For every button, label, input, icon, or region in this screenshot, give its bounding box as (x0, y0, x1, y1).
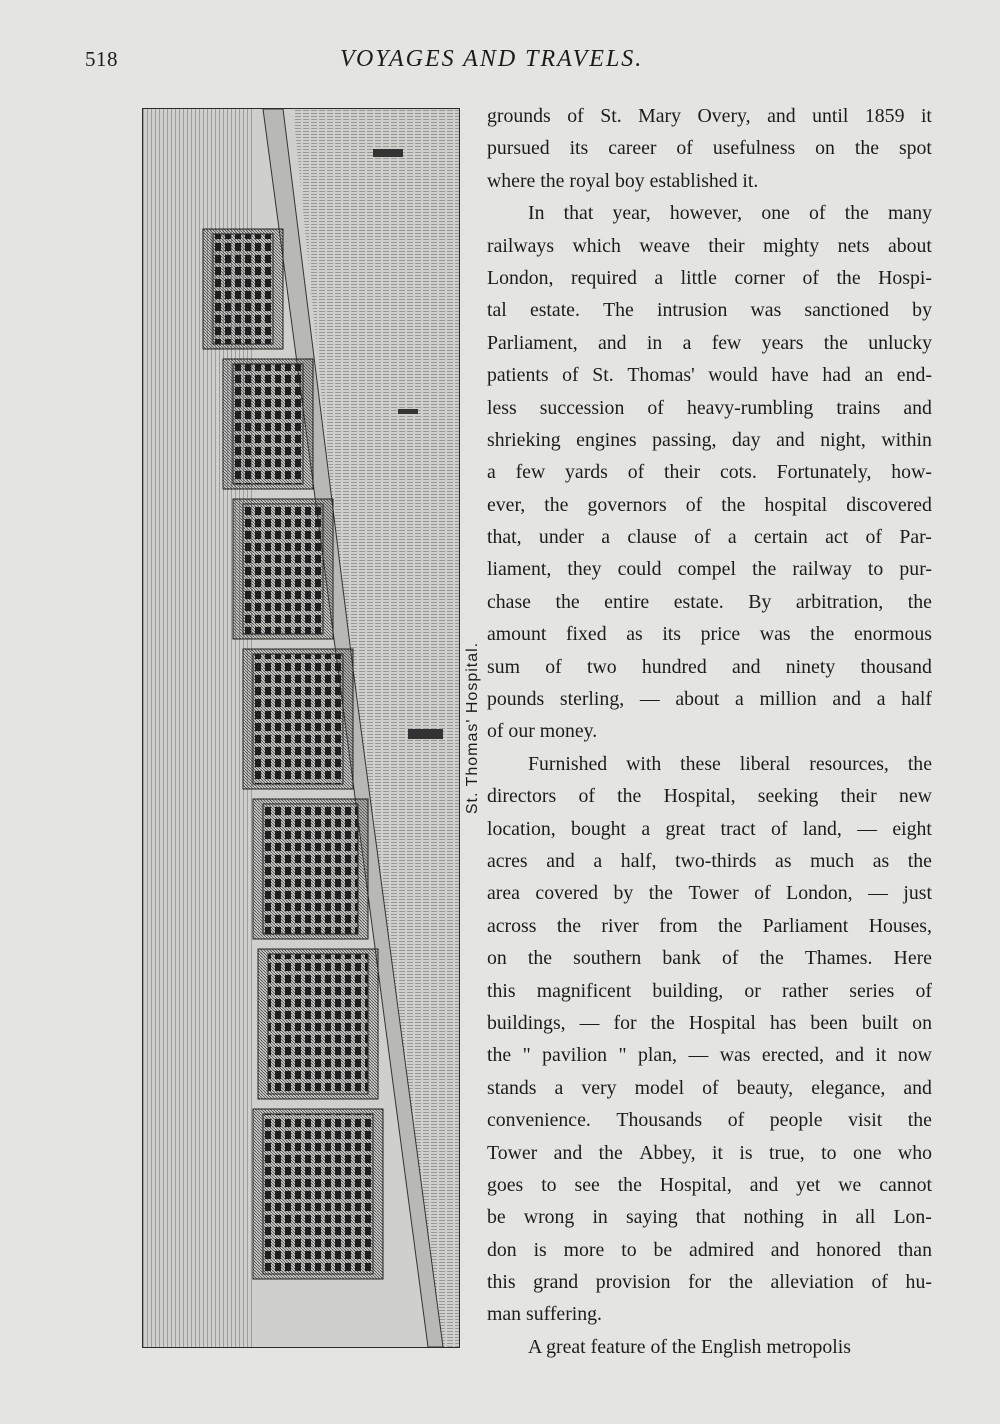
text-line: where the royal boy established it. (487, 169, 759, 192)
text-line: A great feature of the English metropolis (528, 1335, 851, 1358)
text-line: convenience. Thousands of people visit the (487, 1109, 932, 1132)
text-line: liament, they could compel the railway to pur- (487, 558, 932, 581)
text-line: this grand provision for the alleviation of hu- (487, 1271, 932, 1294)
text-line: location, bought a great tract of land, — eight (487, 817, 932, 840)
text-line: the " pavilion " plan, — was erected, and it now (487, 1044, 932, 1067)
caption-text: St. Thomas' Hospital. (464, 641, 481, 815)
text-line: this magnificent building, or rather series of (487, 979, 932, 1002)
text-line: patients of St. Thomas' would have had an end- (487, 364, 932, 387)
text-line: on the southern bank of the Thames. Here (487, 947, 932, 970)
text-line: of our money. (487, 720, 598, 743)
text-line: acres and a half, two-thirds as much as the (487, 849, 932, 872)
text-line: area covered by the Tower of London, — just (487, 882, 932, 905)
body-text (487, 100, 932, 1363)
text-line: chase the entire estate. By arbitration, the (487, 590, 932, 613)
text-line: amount fixed as its price was the enormous (487, 623, 932, 646)
text-line: In that year, however, one of the many (528, 202, 932, 225)
text-line: man suffering. (487, 1303, 602, 1326)
text-line: London, required a little corner of the Hospi- (487, 266, 932, 289)
illustration-caption (458, 628, 488, 828)
text-line: Furnished with these liberal resources, the (528, 752, 932, 775)
text-line: ever, the governors of the hospital discovered (487, 493, 932, 516)
text-line: buildings, — for the Hospital has been built on (487, 1011, 932, 1034)
text-line: shrieking engines passing, day and night, within (487, 428, 932, 451)
text-line: Tower and the Abbey, it is true, to one who (487, 1141, 932, 1164)
text-line: tal estate. The intrusion was sanctioned by (487, 299, 932, 322)
text-line: be wrong in saying that nothing in all Lon- (487, 1206, 932, 1229)
text-line: a few yards of their cots. Fortunately, how- (487, 461, 932, 484)
text-line: less succession of heavy-rumbling trains and (487, 396, 932, 419)
text-line: that, under a clause of a certain act of Par- (487, 526, 932, 549)
text-line: grounds of St. Mary Overy, and until 1859 it (487, 105, 932, 127)
text-line: sum of two hundred and ninety thousand (487, 655, 932, 678)
text-line: Parliament, and in a few years the unlucky (487, 331, 932, 354)
running-title: VOYAGES AND TRAVELS. (340, 46, 644, 72)
text-line: pounds sterling, — about a million and a half (487, 688, 932, 711)
hospital-engraving (142, 108, 460, 1348)
text-line: across the river from the Parliament Houses, (487, 914, 932, 937)
text-line: goes to see the Hospital, and yet we cannot (487, 1173, 932, 1196)
text-line: stands a very model of beauty, elegance, and (487, 1076, 932, 1099)
text-line: railways which weave their mighty nets about (487, 234, 932, 257)
page-number: 518 (85, 47, 118, 71)
text-line: pursued its career of usefulness on the spot (487, 137, 932, 160)
text-line: directors of the Hospital, seeking their new (487, 785, 932, 808)
text-line: don is more to be admired and honored than (487, 1238, 932, 1261)
